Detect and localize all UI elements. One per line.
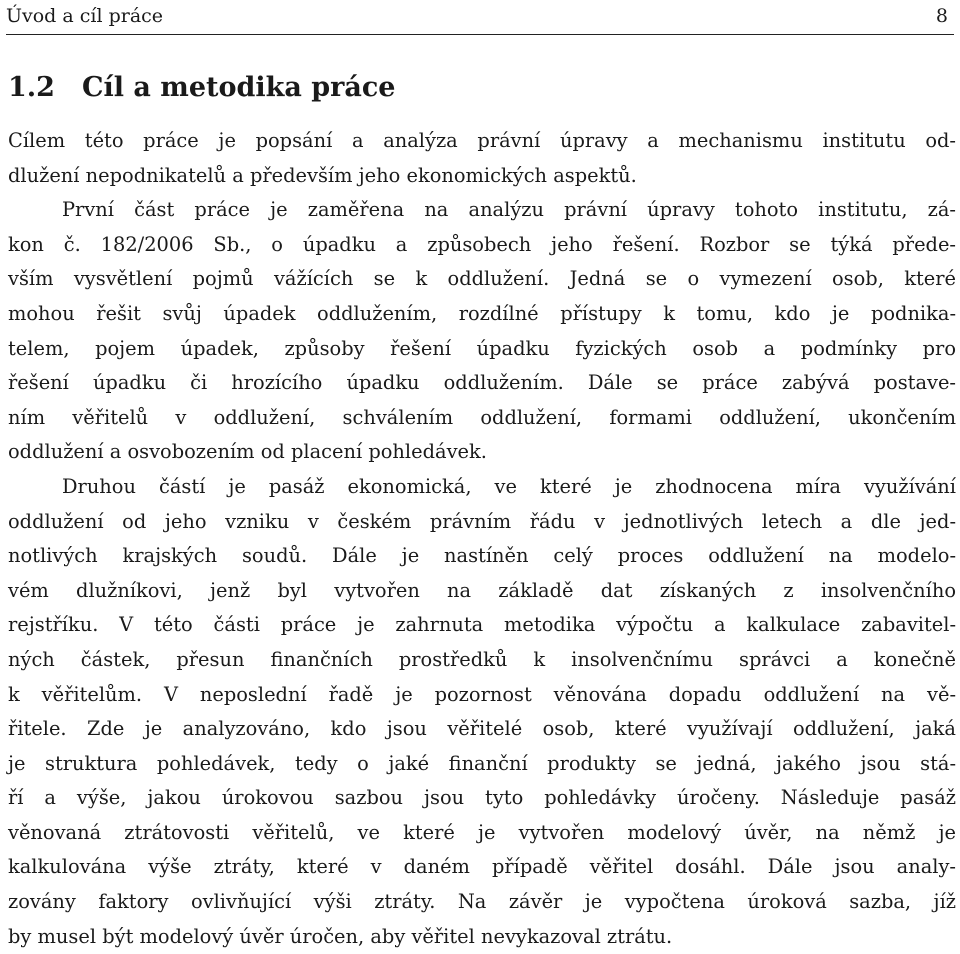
text-line: vém dlužníkovi, jenž byl vytvořen na základě dat získaných z insolvenčního xyxy=(8,578,956,602)
paragraph xyxy=(8,470,956,954)
text-line: řešení úpadku či hrozícího úpadku oddlužením. Dále se práce zabývá postave- xyxy=(8,371,956,395)
paragraph xyxy=(8,124,956,193)
paragraph xyxy=(8,193,956,470)
text-line: kalkulována výše ztráty, které v daném případě věřitel dosáhl. Dále jsou analy- xyxy=(8,855,956,879)
text-line: První část práce je zaměřena na analýzu právní úpravy tohoto institutu, zá- xyxy=(62,198,956,222)
text-line: Druhou částí je pasáž ekonomická, ve které je zhodnocena míra využívání xyxy=(62,474,956,498)
text-line: by musel být modelový úvěr úročen, aby věřitel nevykazoval ztrátu. xyxy=(8,924,673,948)
page-number: 8 xyxy=(935,5,948,27)
text-line: ním věřitelů v oddlužení, schválením oddlužení, formami oddlužení, ukončením xyxy=(8,405,956,429)
text-line: ných částek, přesun finančních prostředků k insolvenčnímu správci a konečně xyxy=(8,647,956,671)
text-line: oddlužení od jeho vzniku v českém právním řádu v jednotlivých letech a dle jed- xyxy=(8,509,956,533)
text-line: řitele. Zde je analyzováno, kdo jsou věřitelé osob, které využívají oddlužení, jaká xyxy=(8,717,956,741)
text-line: ří a výše, jakou úrokovou sazbou jsou tyto pohledávky úročeny. Následuje pasáž xyxy=(8,786,956,810)
section-heading xyxy=(8,68,395,108)
text-line: zovány faktory ovlivňující výši ztráty. Na závěr je vypočtena úroková sazba, jíž xyxy=(8,890,956,914)
text-line: mohou řešit svůj úpadek oddlužením, rozdílné přístupy k tomu, kdo je podnika- xyxy=(8,301,956,325)
text-line: k věřitelům. V neposlední řadě je pozornost věnována dopadu oddlužení na vě- xyxy=(8,682,956,706)
chapter-title: Úvod a cíl práce xyxy=(6,5,164,27)
section-number: 1.2 xyxy=(8,72,55,103)
text-line: je struktura pohledávek, tedy o jaké finanční produkty se jedná, jakého jsou stá- xyxy=(8,751,956,775)
section-title: Cíl a metodika práce xyxy=(82,72,396,103)
text-line: Cílem této práce je popsání a analýza právní úpravy a mechanismu institutu od- xyxy=(8,129,956,152)
running-header xyxy=(6,0,954,35)
text-line: dlužení nepodnikatelů a především jeho ekonomických aspektů. xyxy=(8,163,637,187)
text-line: notlivých krajských soudů. Dále je nastíněn celý proces oddlužení na modelo- xyxy=(8,544,956,568)
text-line: rejstříku. V této části práce je zahrnuta metodika výpočtu a kalkulace zabavitel- xyxy=(8,613,956,637)
text-line: kon č. 182/2006 Sb., o úpadku a způsobech jeho řešení. Rozbor se týká přede- xyxy=(8,232,956,256)
text-line: oddlužení a osvobozením od placení pohledávek. xyxy=(8,440,487,464)
body-text xyxy=(8,124,956,954)
text-line: telem, pojem úpadek, způsoby řešení úpadku fyzických osob a podmínky pro xyxy=(8,336,956,360)
text-line: věnovaná ztrátovosti věřitelů, ve které je vytvořen modelový úvěr, na němž je xyxy=(8,820,956,844)
text-line: vším vysvětlení pojmů vážících se k oddlužení. Jedná se o vymezení osob, které xyxy=(8,267,956,291)
